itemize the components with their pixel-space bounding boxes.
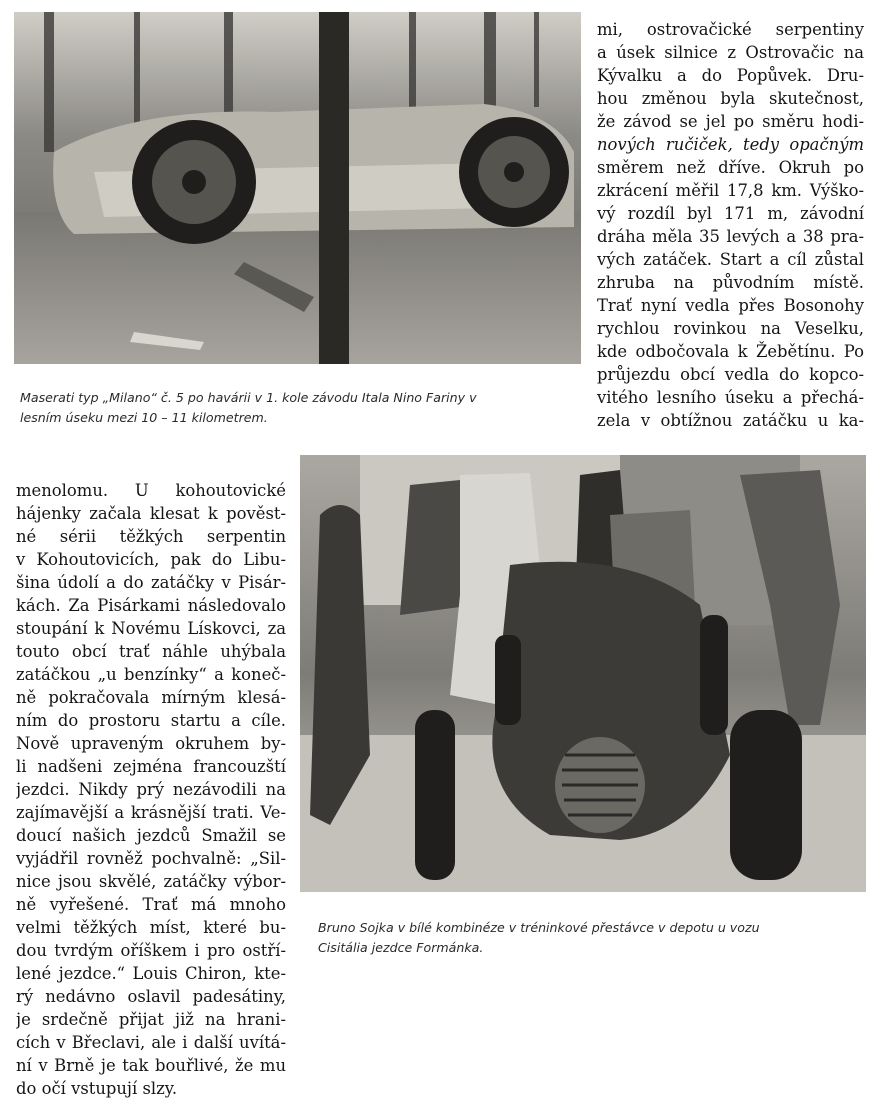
photo-crashed-maserati [14, 12, 581, 364]
text-line: do očí vstupují slzy. [16, 1079, 178, 1098]
text-line: zkrácení měřil 17,8 km. Výško- [597, 181, 864, 200]
text-line: menolomu. U kohoutovické [16, 481, 286, 500]
text-line: hou změnou byla skutečnost, [597, 89, 864, 108]
text-line: v Kohoutovicích, pak do Libu- [16, 550, 286, 569]
text-line: zatáčkou „u benzínky“ a koneč- [16, 665, 286, 684]
text-line: hájenky začala klesat k pověst- [16, 504, 286, 523]
text-line: Kývalku a do Popůvek. Dru- [597, 66, 864, 85]
text-line: vých zatáček. Start a cíl zůstal [597, 250, 864, 269]
text-line: zajímavější a krásnější trati. Ve- [16, 803, 286, 822]
text-line: že závod se jel po směru hodi- [597, 112, 864, 131]
text-line: zhruba na původním místě. [597, 273, 864, 292]
text-line: ně vyřešené. Trať má mnoho [16, 895, 286, 914]
text-line: dou tvrdým oříškem i pro ostří- [16, 941, 286, 960]
text-line: doucí našich jezdců Smažil se [16, 826, 286, 845]
text-line: velmi těžkých míst, které bu- [16, 918, 286, 937]
text-line: směrem než dříve. Okruh po [597, 158, 864, 177]
text-line [597, 133, 864, 156]
text-line: je srdečně přijat již na hrani- [16, 1010, 286, 1029]
text-line: nice jsou skvělé, zatáčky výbor- [16, 872, 286, 891]
figure-caption-2 [318, 918, 868, 958]
text-line: kách. Za Pisárkami následovalo [16, 596, 286, 615]
text-line: Trať nyní vedla přes Bosonohy [597, 296, 864, 315]
figure-caption-1 [20, 388, 580, 428]
text-line: průjezdu obcí vedla do kopco- [597, 365, 864, 384]
text-line: šina údolí a do zatáčky v Pisár- [16, 573, 286, 592]
text-line: touto obcí trať náhle uhýbala [16, 642, 286, 661]
text-line: Nově upraveným okruhem by- [16, 734, 286, 753]
text-line: jezdci. Nikdy prý nezávodili na [16, 780, 286, 799]
text-line: cích v Břeclavi, ale i další uvítá- [16, 1033, 286, 1052]
text-segment: nových ručiček [597, 135, 728, 154]
text-line: ní v Brně je tak bouřlivé, že mu [16, 1056, 286, 1075]
caption-line: Maserati typ „Milano“ č. 5 po havárii v 1. kole závodu Itala Nino Fariny v [20, 390, 477, 405]
text-column-left [16, 479, 286, 1100]
text-line: rý nedávno oslavil padesátiny, [16, 987, 286, 1006]
text-line: ním do prostoru startu a cíle. [16, 711, 286, 730]
text-line: stoupání k Novému Lískovci, za [16, 619, 286, 638]
text-segment: , tedy opačným [727, 135, 864, 154]
text-line: né sérii těžkých serpentin [16, 527, 286, 546]
text-line: kde odbočovala k Žebětínu. Po [597, 342, 864, 361]
text-line: vyjádřil rovněž pochvalně: „Sil- [16, 849, 286, 868]
caption-line: lesním úseku mezi 10 – 11 kilometrem. [20, 410, 268, 425]
text-column-right [597, 18, 864, 432]
text-line: mi, ostrovačické serpentiny [597, 20, 864, 39]
text-line: ně pokračovala mírným klesá- [16, 688, 286, 707]
text-line: lené jezdce.“ Louis Chiron, kte- [16, 964, 286, 983]
text-line: rychlou rovinkou na Veselku, [597, 319, 864, 338]
caption-line: Bruno Sojka v bílé kombinéze v tréninkové přestávce v depotu u vozu [318, 920, 760, 935]
text-line: vý rozdíl byl 171 m, závodní [597, 204, 864, 223]
photo-pit-cisitalia [300, 455, 866, 892]
text-line: a úsek silnice z Ostrovačic na [597, 43, 864, 62]
caption-line: Cisitália jezdce Formánka. [318, 940, 484, 955]
text-line: li nadšeni zejména francouzští [16, 757, 286, 776]
text-line: vitého lesního úseku a přechá- [597, 388, 864, 407]
text-line: zela v obtížnou zatáčku u ka- [597, 411, 864, 430]
text-line: dráha měla 35 levých a 38 pra- [597, 227, 864, 246]
